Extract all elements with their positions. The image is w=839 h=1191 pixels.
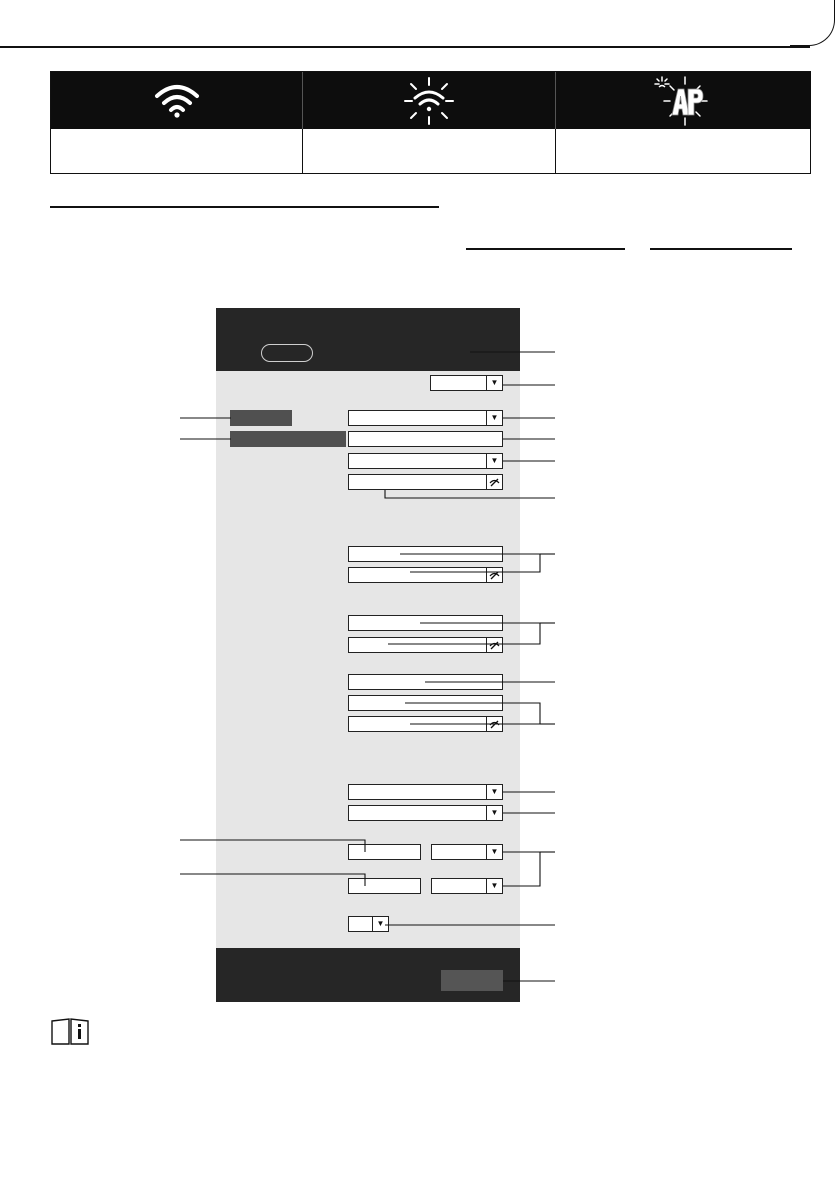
section-heading-underline (50, 206, 439, 208)
timezone-select[interactable] (348, 784, 503, 800)
network-name-field[interactable] (348, 431, 503, 447)
field-label-highlight-1 (230, 410, 292, 426)
end-period-select[interactable] (431, 878, 503, 894)
chevron-down-icon: ▼ (486, 411, 502, 425)
start-time-field[interactable] (348, 844, 421, 860)
chevron-down-icon: ▼ (486, 879, 502, 893)
network-ssid-select[interactable] (348, 410, 503, 426)
save-button[interactable] (441, 970, 503, 991)
ap-blinking-icon (652, 75, 716, 127)
status-desc-blinking (303, 129, 556, 174)
hide-password-icon[interactable] (486, 717, 502, 731)
chevron-down-icon: ▼ (486, 376, 502, 390)
admin-password-field[interactable] (348, 637, 503, 653)
wifi-icon (154, 84, 200, 118)
status-header-blinking (303, 72, 556, 129)
chevron-down-icon: ▼ (486, 845, 502, 859)
chevron-down-icon: ▼ (486, 785, 502, 799)
chevron-down-icon: ▼ (486, 806, 502, 820)
device-config-screen (216, 308, 520, 1002)
info-book-icon (50, 1018, 90, 1045)
text-underline-2 (650, 248, 792, 250)
server-address-field[interactable] (348, 674, 503, 690)
field-label-highlight-2 (230, 431, 346, 447)
top-border-line (0, 46, 810, 48)
status-desc-connected (51, 129, 303, 174)
server-username-field[interactable] (348, 695, 503, 711)
start-period-select[interactable] (431, 844, 503, 860)
status-header-ap-mode (556, 72, 811, 129)
region-select[interactable] (348, 805, 503, 821)
interval-select[interactable] (348, 916, 389, 932)
status-header-connected (51, 72, 303, 129)
status-desc-ap-mode (556, 129, 810, 174)
language-select[interactable] (430, 375, 503, 391)
admin-username-field[interactable] (348, 615, 503, 631)
hide-password-icon[interactable] (486, 475, 502, 489)
language-toggle-button[interactable] (261, 344, 313, 362)
security-mode-select[interactable] (348, 453, 503, 469)
wifi-blinking-icon (399, 76, 459, 126)
config-page-header (216, 308, 520, 371)
hide-password-icon[interactable] (486, 638, 502, 652)
chevron-down-icon: ▼ (486, 454, 502, 468)
end-time-field[interactable] (348, 878, 421, 894)
hide-password-icon[interactable] (486, 568, 502, 582)
chevron-down-icon: ▼ (372, 917, 388, 931)
server-password-field[interactable] (348, 716, 503, 732)
account-username-field[interactable] (348, 546, 503, 562)
page-tab-edge (790, 0, 835, 46)
account-password-field[interactable] (348, 567, 503, 583)
text-underline-1 (466, 248, 625, 250)
wifi-status-table (50, 71, 811, 174)
network-password-field[interactable] (348, 474, 503, 490)
